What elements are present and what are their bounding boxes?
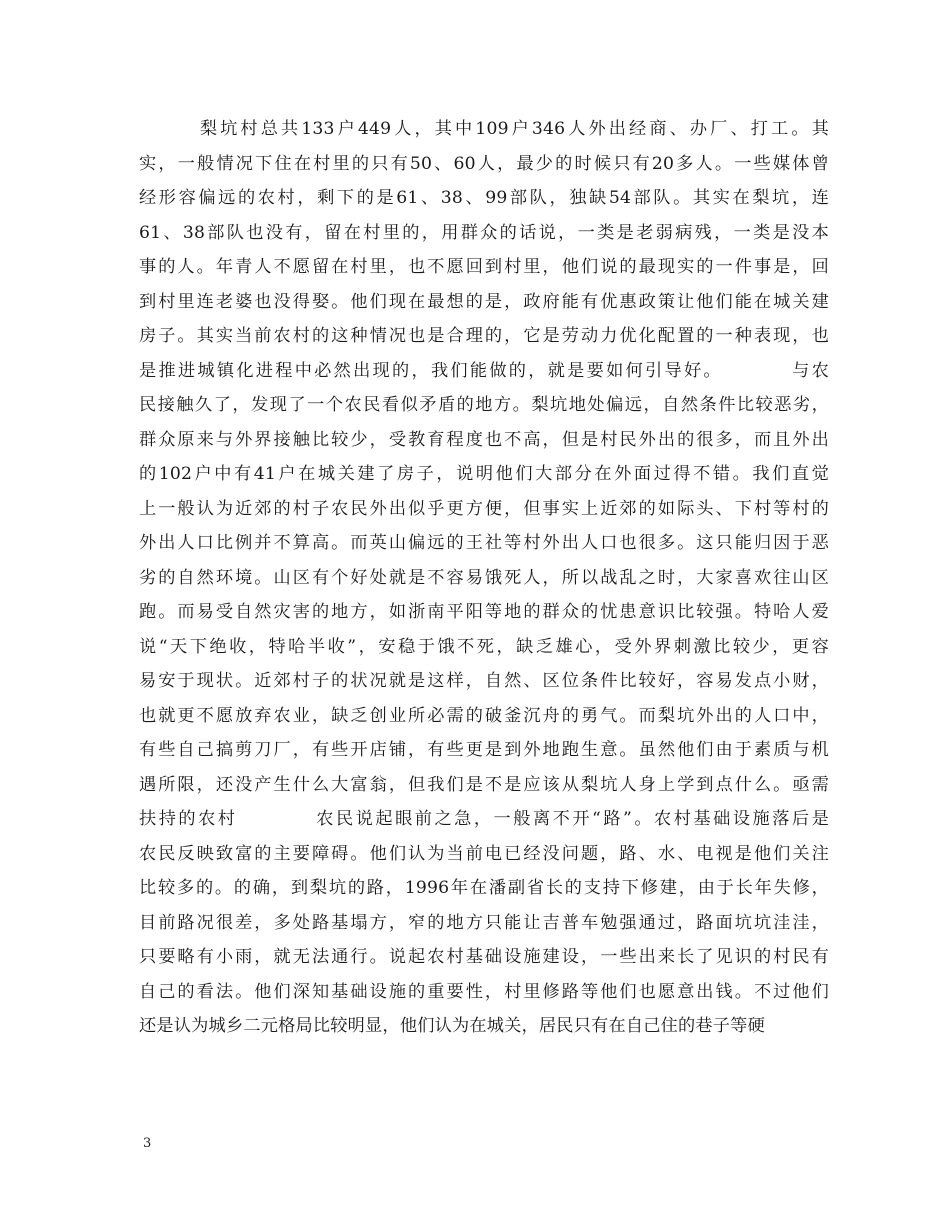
text-line: 实，一般情况下住在村里的只有50、60人，最少的时候只有20多人。一些媒体曾 xyxy=(139,153,829,174)
text-line: 扶持的农村 农民说起眼前之急，一般离不开“路”。农村基础设施落后是 xyxy=(139,809,829,829)
text-line: 经形容偏远的农村，剩下的是61、38、99部队，独缺54部队。其实在梨坑，连 xyxy=(139,188,829,208)
text-line: 自己的看法。他们深知基础设施的重要性，村里修路等他们也愿意出钱。不过他们 xyxy=(139,981,829,1002)
text-line: 民接触久了，发现了一个农民看似矛盾的地方。梨坑地处偏远，自然条件比较恶劣， xyxy=(139,395,829,415)
text-line: 上一般认为近郊的村子农民外出似乎更方便，但事实上近郊的如际头、下村等村的 xyxy=(139,498,829,519)
text-line: 的102户中有41户在城关建了房子，说明他们大部分在外面过得不错。我们直觉 xyxy=(139,464,829,484)
text-line: 目前路况很差，多处路基塌方，窄的地方只能让吉普车勉强通过，路面坑坑洼洼， xyxy=(139,912,829,933)
text-line: 有些自己搞剪刀厂，有些开店铺，有些更是到外地跑生意。虽然他们由于素质与机 xyxy=(139,740,829,760)
text-line: 外出人口比例并不算高。而英山偏远的王社等村外出人口也很多。这只能归因于恶 xyxy=(139,533,829,553)
text-line: 到村里连老婆也没得娶。他们现在最想的是，政府能有优惠政策让他们能在城关建 xyxy=(139,291,829,312)
text-line: 农民反映致富的主要障碍。他们认为当前电已经没问题，路、水、电视是他们关注 xyxy=(139,843,829,864)
text-line: 比较多的。的确，到梨坑的路，1996年在潘副省长的支持下修建，由于长年失修， xyxy=(139,878,829,898)
text-line: 61、38部队也没有，留在村里的，用群众的话说，一类是老弱病残，一类是没本 xyxy=(139,222,829,243)
text-line: 只要略有小雨，就无法通行。说起农村基础设施建设，一些出来长了见识的村民有 xyxy=(139,947,829,967)
text-line: 说“天下绝收，特哈半收”，安稳于饿不死，缺乏雄心，受外界刺激比较少，更容 xyxy=(139,636,829,657)
text-line: 还是认为城乡二元格局比较明显，他们认为在城关，居民只有在自己住的巷子等硬 xyxy=(139,1016,765,1036)
text-line: 事的人。年青人不愿留在村里，也不愿回到村里，他们说的最现实的一件事是，回 xyxy=(139,257,829,277)
body-text xyxy=(139,112,829,1044)
text-line: 梨坑村总共133户449人，其中109户346人外出经商、办厂、打工。其 xyxy=(139,119,829,139)
text-line: 劣的自然环境。山区有个好处就是不容易饿死人，所以战乱之时，大家喜欢往山区 xyxy=(139,567,829,588)
text-line: 房子。其实当前农村的这种情况也是合理的，它是劳动力优化配置的一种表现，也 xyxy=(139,326,829,346)
text-line: 也就更不愿放弃农业，缺乏创业所必需的破釜沉舟的勇气。而梨坑外出的人口中， xyxy=(139,705,829,726)
page-number: 3 xyxy=(143,1136,152,1151)
text-line: 群众原来与外界接触比较少，受教育程度也不高，但是村民外出的很多，而且外出 xyxy=(139,429,829,450)
text-line: 是推进城镇化进程中必然出现的，我们能做的，就是要如何引导好。 与农 xyxy=(139,360,829,381)
text-line: 跑。而易受自然灾害的地方，如浙南平阳等地的群众的忧患意识比较强。特哈人爱 xyxy=(139,602,829,622)
text-line: 遇所限，还没产生什么大富翁，但我们是不是应该从梨坑人身上学到点什么。亟需 xyxy=(139,774,829,795)
text-line: 易安于现状。近郊村子的状况就是这样，自然、区位条件比较好，容易发点小财， xyxy=(139,671,829,691)
